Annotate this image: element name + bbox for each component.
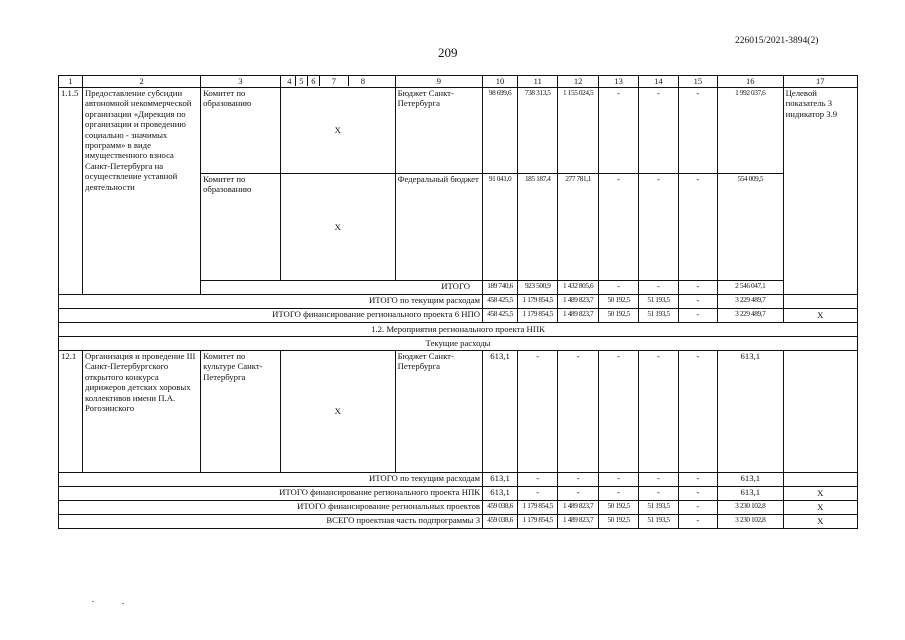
value-cell: - [678,174,717,281]
summary-row [59,309,858,323]
value-cell: 1 489 823,7 [558,309,598,323]
col-header: 13 [598,76,638,88]
summary-row [59,501,858,515]
value-cell: 1 489 823,7 [558,515,598,529]
value-cell: 923 500,9 [518,281,558,295]
column-number-row [59,76,858,88]
section-row [59,323,858,337]
value-cell: 51 193,5 [639,515,678,529]
value-cell: - [598,487,638,501]
value-cell: - [678,515,717,529]
x-mark: X [783,487,857,501]
summary-label: ИТОГО по текущим расходам [59,295,483,309]
value-cell: - [518,487,558,501]
value-cell: - [598,351,638,473]
col-header: 7 [319,76,348,86]
value-cell: 189 740,6 [483,281,518,295]
value-cell: - [639,174,678,281]
row-number: 1.1.5 [59,88,83,295]
value-cell: 91 041,0 [483,174,518,281]
summary-row [59,473,858,487]
table-row [59,351,858,473]
col-header: 12 [558,76,598,88]
value-cell: 1 489 823,7 [558,501,598,515]
value-cell: - [639,351,678,473]
value-cell: 613,1 [483,487,518,501]
value-cell: - [598,174,638,281]
value-cell: 459 038,6 [483,501,518,515]
value-cell: 459 038,6 [483,515,518,529]
value-cell [783,295,857,309]
value-cell: - [518,351,558,473]
value-cell: - [598,473,638,487]
col-header: 11 [518,76,558,88]
value-cell: - [518,473,558,487]
value-cell: 277 781,1 [558,174,598,281]
value-cell: 1 179 854,5 [518,501,558,515]
value-cell: 3 229 489,7 [718,295,784,309]
value-cell: - [678,295,717,309]
x-mark: X [783,515,857,529]
document-id: 226015/2021-3894(2) [735,36,819,46]
summary-row [59,295,858,309]
value-cell [783,351,857,473]
x-mark: X [280,88,395,174]
value-cell: 98 699,6 [483,88,518,174]
row-number: 12.1 [59,351,83,473]
funding-source: Федеральный бюджет [395,174,482,281]
summary-row [59,515,858,529]
executor: Комитет по образованию [201,88,281,174]
activity-name: Предоставление субсидии автономной некоммерческой организации «Дирекция по организации и проведению социально - значимых программ» в виде имущественного взноса Санкт-Петербурга на осуществление уставной деятельности [83,88,201,295]
x-mark: X [280,351,395,473]
value-cell: 3 230 102,8 [718,515,784,529]
col-header: 17 [783,76,857,88]
col-header: 4 [287,76,292,86]
value-cell: - [598,281,638,295]
x-mark: X [783,309,857,323]
x-mark: X [783,501,857,515]
col-header: 15 [678,76,717,88]
value-cell: - [558,351,598,473]
value-cell: - [678,487,717,501]
col-header: 3 [201,76,281,88]
value-cell: 1 992 037,6 [718,88,784,174]
value-cell: 1 179 854,5 [518,295,558,309]
summary-label: ИТОГО финансирование региональных проектов [59,501,483,515]
value-cell: 51 193,5 [639,295,678,309]
value-cell: 613,1 [718,351,784,473]
value-cell [783,473,857,487]
value-cell: 3 229 489,7 [718,309,784,323]
value-cell: 458 425,5 [483,295,518,309]
value-cell: 3 230 102,8 [718,501,784,515]
value-cell: - [678,88,717,174]
col-header: 6 [307,76,319,86]
row-total-label: ИТОГО [201,281,483,295]
x-mark: X [280,174,395,281]
col-header: 16 [718,76,784,88]
summary-row [59,487,858,501]
col-header: 2 [83,76,201,88]
value-cell: 50 192,5 [598,515,638,529]
value-cell: - [678,501,717,515]
summary-label: ИТОГО финансирование регионального проекта НПК [59,487,483,501]
subsection-heading: Текущие расходы [59,337,858,351]
value-cell: 50 192,5 [598,295,638,309]
value-cell: 554 009,5 [718,174,784,281]
scan-speck [92,601,94,602]
value-cell: 613,1 [718,487,784,501]
value-cell: 50 192,5 [598,501,638,515]
funding-source: Бюджет Санкт-Петербурга [395,88,482,174]
executor: Комитет по образованию [201,174,281,281]
value-cell: 458 425,5 [483,309,518,323]
summary-label: ИТОГО финансирование регионального проекта 6 НПО [59,309,483,323]
executor: Комитет по культуре Санкт-Петербурга [201,351,281,473]
col-header: 9 [395,76,482,88]
col-header: 8 [348,76,377,86]
value-cell: 1 432 805,6 [558,281,598,295]
value-cell: - [639,88,678,174]
table-row [59,88,858,174]
value-cell: 2 546 047,1 [718,281,784,295]
col-header: 1 [59,76,83,88]
value-cell: 1 179 854,5 [518,515,558,529]
value-cell: 51 193,5 [639,309,678,323]
value-cell: 50 192,5 [598,309,638,323]
funding-source: Бюджет Санкт-Петербурга [395,351,482,473]
page-number: 209 [438,45,458,60]
col-header-group [280,76,395,88]
value-cell: - [639,281,678,295]
value-cell: - [558,473,598,487]
summary-label: ИТОГО по текущим расходам [59,473,483,487]
value-cell: 1 179 854,5 [518,309,558,323]
value-cell: - [639,487,678,501]
summary-label: ВСЕГО проектная часть подпрограммы 3 [59,515,483,529]
value-cell: - [598,88,638,174]
value-cell: - [678,309,717,323]
section-row [59,337,858,351]
value-cell: 51 193,5 [639,501,678,515]
value-cell: - [558,487,598,501]
col-header: 5 [295,76,307,86]
scan-speck [122,603,124,604]
value-cell: - [678,281,717,295]
funding-table [58,75,858,529]
activity-name: Организация и проведение III Санкт-Петербургского открытого конкурса дирижеров детских хоровых коллективов имени П.А. Рогозинского [83,351,201,473]
value-cell: 1 489 823,7 [558,295,598,309]
col-header: 14 [639,76,678,88]
value-cell: 613,1 [718,473,784,487]
value-cell: - [639,473,678,487]
value-cell: 613,1 [483,351,518,473]
value-cell: - [678,351,717,473]
value-cell: 1 155 024,5 [558,88,598,174]
target-indicator-note: Целевой показатель 3 индикатор 3.9 [783,88,857,295]
value-cell: 738 313,5 [518,88,558,174]
value-cell: 613,1 [483,473,518,487]
value-cell: - [678,473,717,487]
section-heading: 1.2. Мероприятия регионального проекта НПК [59,323,858,337]
value-cell: 185 187,4 [518,174,558,281]
col-header: 10 [483,76,518,88]
